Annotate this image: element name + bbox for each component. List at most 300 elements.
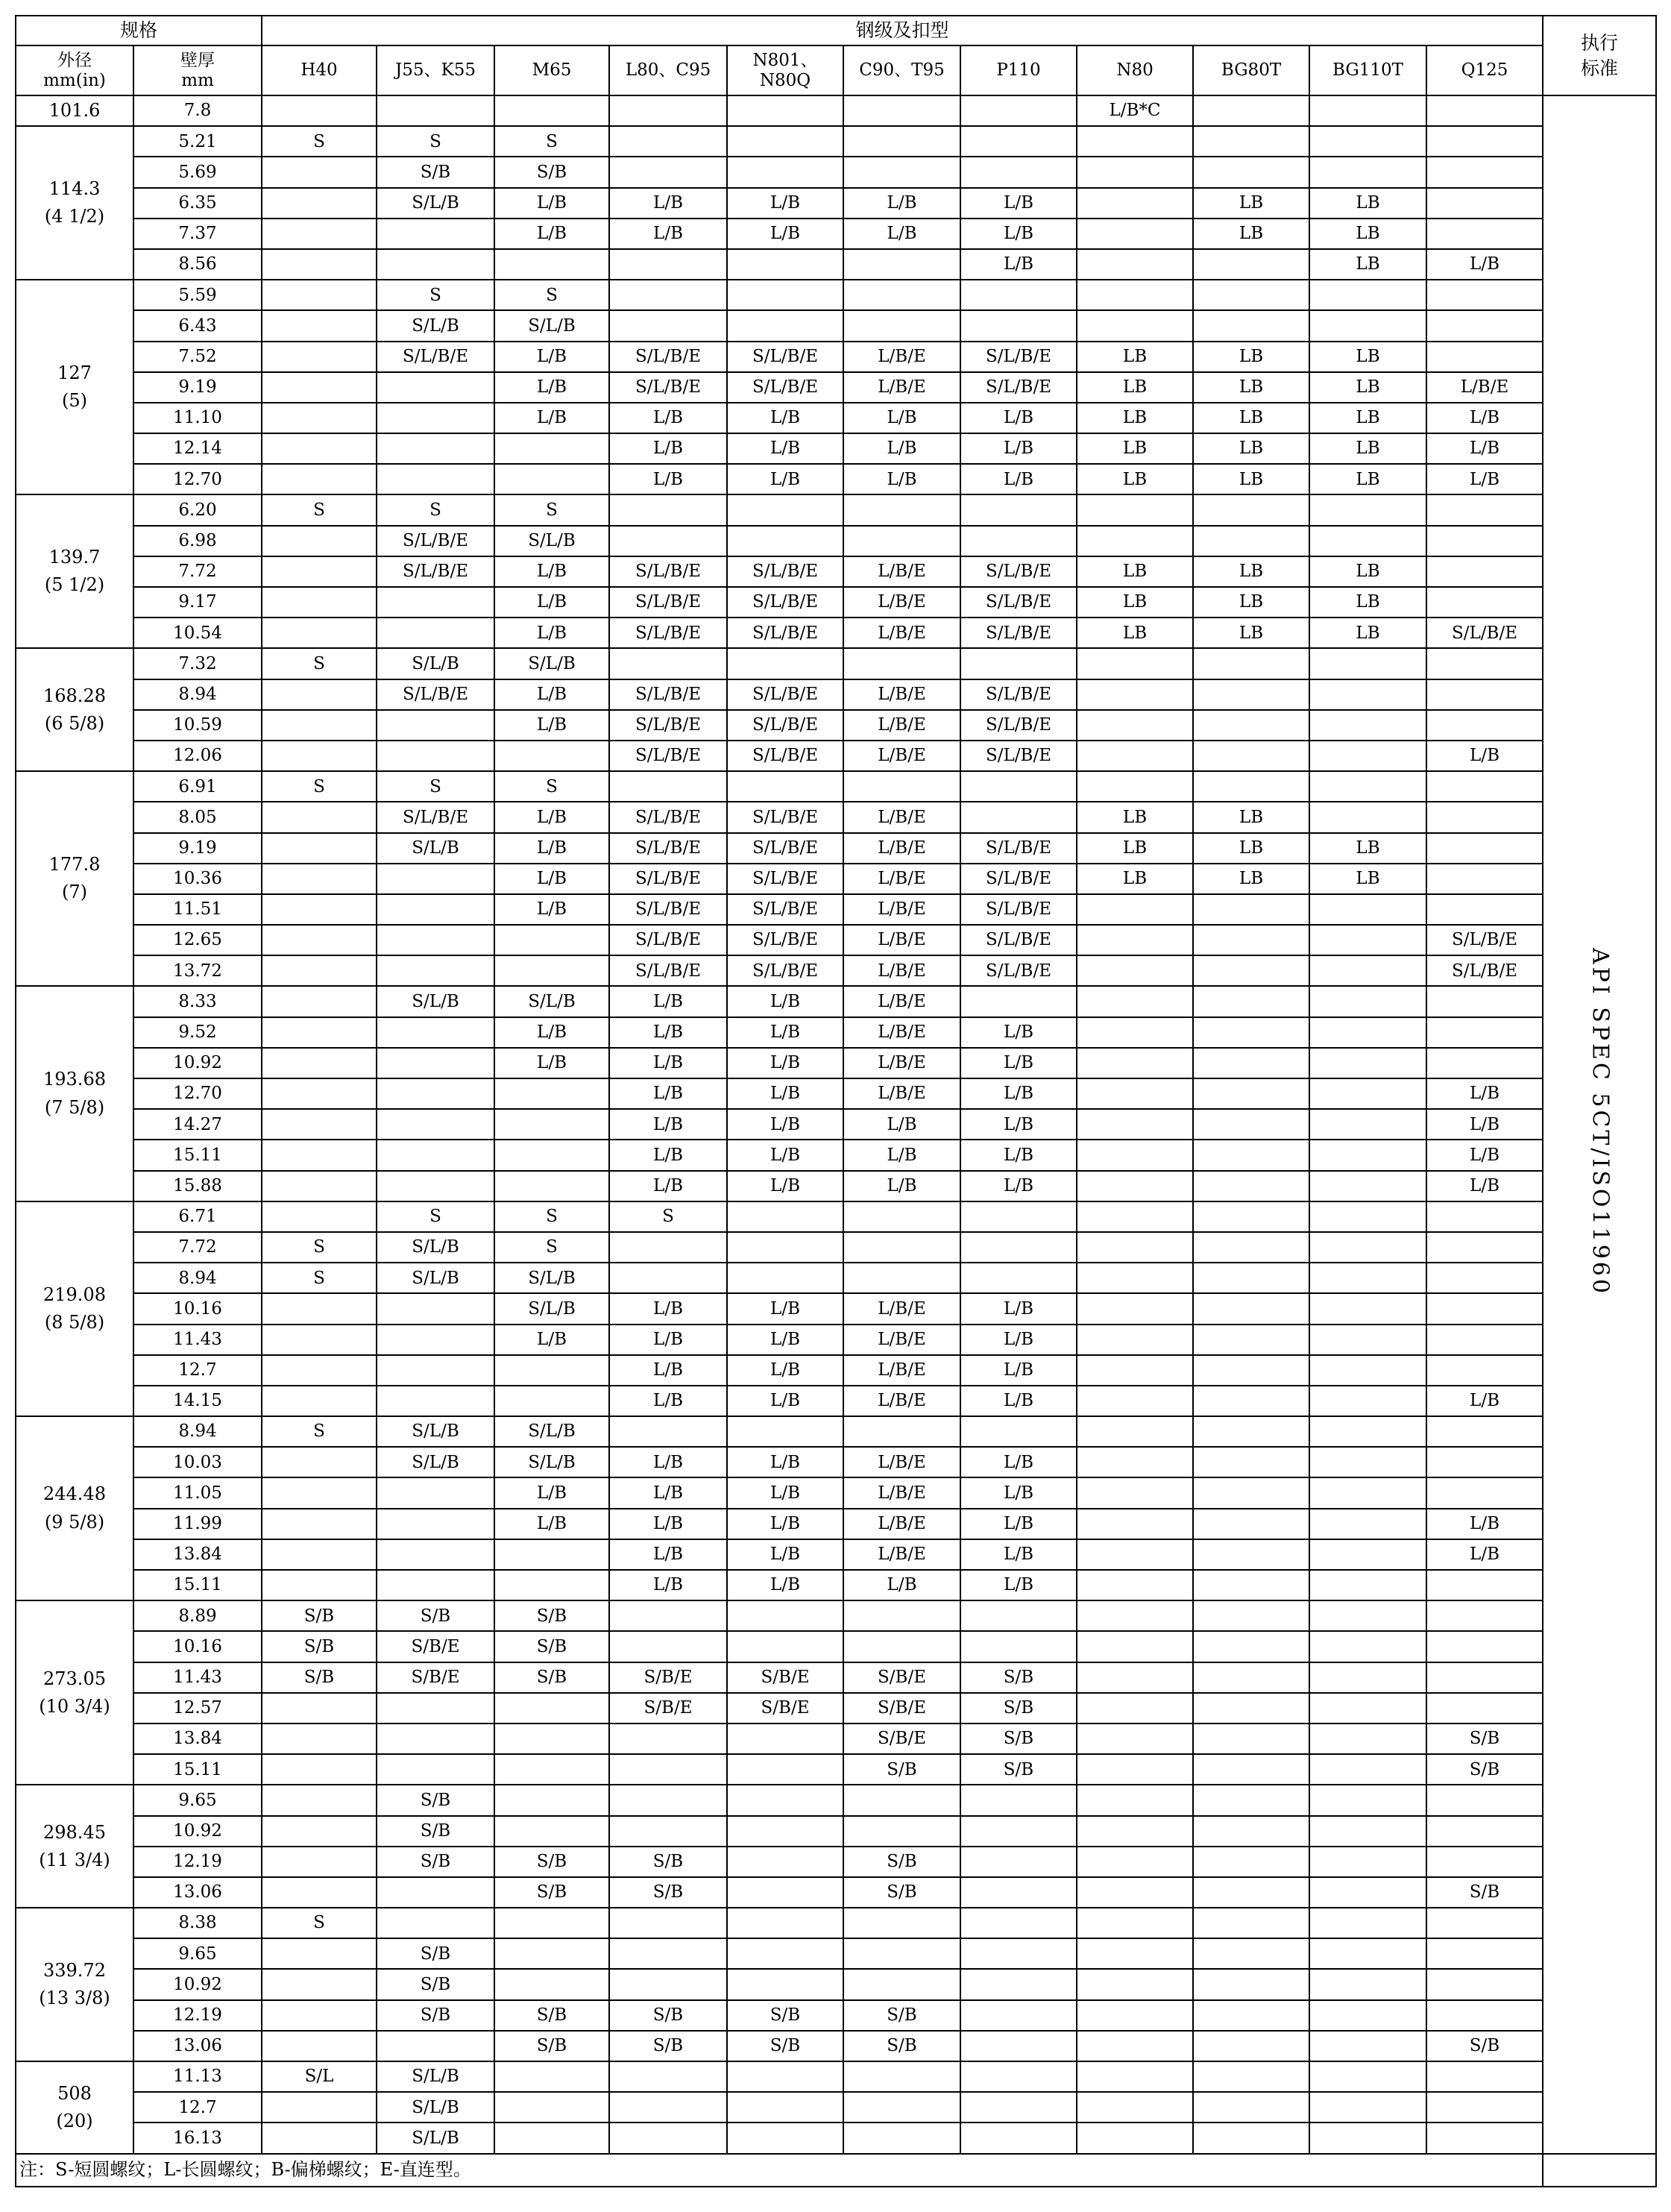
grade-cell: S/L/B/E xyxy=(609,864,727,894)
wt-cell: 9.19 xyxy=(133,372,262,403)
grade-cell xyxy=(727,157,843,187)
grade-cell: L/B/E xyxy=(843,1293,960,1324)
grade-cell: S/L/B/E xyxy=(960,925,1077,955)
grade-cell: L/B xyxy=(609,1355,727,1386)
grade-cell: S/L/B xyxy=(377,833,494,864)
grade-cell xyxy=(1193,2123,1309,2153)
grade-cell: L/B xyxy=(843,1570,960,1600)
grade-cell: S/L/B/E xyxy=(960,342,1077,372)
grade-cell xyxy=(262,802,377,832)
grade-cell xyxy=(262,433,377,464)
grade-cell: L/B xyxy=(609,219,727,249)
grade-cell: LB xyxy=(1077,833,1193,864)
grade-cell xyxy=(377,1386,494,1416)
grade-cell xyxy=(609,1754,727,1785)
grade-cell xyxy=(1309,771,1426,802)
grade-cell xyxy=(1077,310,1193,341)
grade-cell xyxy=(960,1232,1077,1263)
grade-cell xyxy=(960,648,1077,679)
grade-header: H40 xyxy=(262,45,377,95)
grade-cell: S/B xyxy=(843,1847,960,1877)
od-mm: 508 xyxy=(57,2082,92,2104)
grade-cell xyxy=(1193,310,1309,341)
grade-cell: S/L/B/E xyxy=(609,955,727,986)
grade-cell xyxy=(727,1785,843,1815)
grade-cell: L/B xyxy=(727,403,843,433)
grade-cell xyxy=(609,2061,727,2092)
grade-cell: S/L/B/E xyxy=(727,741,843,771)
grade-cell: S/L/B/E xyxy=(609,741,727,771)
grade-cell: S/L/B/E xyxy=(727,587,843,618)
wt-cell: 10.36 xyxy=(133,864,262,894)
grade-cell xyxy=(843,648,960,679)
grade-cell xyxy=(494,1785,609,1815)
grade-cell xyxy=(1193,1232,1309,1263)
grade-cell xyxy=(609,157,727,187)
wt-cell: 14.15 xyxy=(133,1386,262,1416)
grade-cell xyxy=(377,1877,494,1908)
grade-cell: S/L/B xyxy=(377,986,494,1017)
grade-cell xyxy=(727,2123,843,2153)
grade-cell xyxy=(1426,1232,1543,1263)
grade-cell xyxy=(262,1078,377,1109)
grade-cell: S/L/B/E xyxy=(1426,955,1543,986)
grade-cell: S xyxy=(262,494,377,525)
grade-cell xyxy=(1309,802,1426,832)
wt-cell: 8.38 xyxy=(133,1908,262,1938)
table-row xyxy=(16,1631,1656,1662)
od-inch: (20) xyxy=(56,2110,93,2131)
grade-cell: S/L/B/E xyxy=(609,618,727,648)
grade-header: J55、K55 xyxy=(377,45,494,95)
grade-cell: LB xyxy=(1077,556,1193,587)
grade-cell xyxy=(494,95,609,126)
grade-cell xyxy=(609,249,727,280)
wt-cell: 14.27 xyxy=(133,1109,262,1140)
grade-cell: L/B/E xyxy=(843,1539,960,1570)
grade-cell xyxy=(494,2123,609,2153)
grade-cell xyxy=(727,310,843,341)
grade-cell xyxy=(377,249,494,280)
grade-cell xyxy=(1077,925,1193,955)
grade-cell: L/B xyxy=(843,1171,960,1201)
table-row xyxy=(16,955,1656,986)
grade-cell xyxy=(1077,1232,1193,1263)
grade-cell: L/B xyxy=(494,679,609,710)
grade-cell xyxy=(262,1816,377,1847)
od-cell xyxy=(16,1908,133,2061)
grade-cell xyxy=(843,1263,960,1293)
grade-cell xyxy=(1426,2000,1543,2031)
wt-cell: 10.16 xyxy=(133,1293,262,1324)
grade-cell xyxy=(843,1201,960,1232)
grade-cell xyxy=(960,494,1077,525)
grade-cell xyxy=(262,986,377,1017)
grade-cell xyxy=(1426,1325,1543,1355)
wt-cell: 6.20 xyxy=(133,494,262,525)
grade-cell: L/B/E xyxy=(843,710,960,741)
table-row xyxy=(16,157,1656,187)
wt-cell: 12.7 xyxy=(133,1355,262,1386)
wt-cell: 12.19 xyxy=(133,1847,262,1877)
wt-cell: 7.52 xyxy=(133,342,262,372)
grade-cell xyxy=(1309,1662,1426,1693)
grade-cell xyxy=(262,2092,377,2123)
grade-cell xyxy=(609,1416,727,1447)
grade-cell xyxy=(1077,1785,1193,1815)
grade-cell xyxy=(262,1754,377,1785)
wt-cell: 10.92 xyxy=(133,1816,262,1847)
grade-cell xyxy=(1309,1539,1426,1570)
grade-cell xyxy=(494,1908,609,1938)
grade-cell: S xyxy=(609,1201,727,1232)
grade-cell: L/B xyxy=(1426,1539,1543,1570)
grade-cell xyxy=(262,1938,377,1969)
standard-cell xyxy=(1543,95,1656,2154)
grade-cell: L/B xyxy=(609,1570,727,1600)
od-mm: 339.72 xyxy=(43,1959,106,1981)
grade-cell: L/B/E xyxy=(843,986,960,1017)
grade-cell: L/B/E xyxy=(843,864,960,894)
grade-cell: S xyxy=(494,494,609,525)
grade-cell xyxy=(843,526,960,556)
wt-header xyxy=(133,45,262,95)
grade-cell: LB xyxy=(1193,587,1309,618)
grade-cell: S xyxy=(494,280,609,310)
spec-table-container xyxy=(15,15,1657,2187)
grade-cell: S/L/B/E xyxy=(609,556,727,587)
grade-cell: S/L/B xyxy=(377,1416,494,1447)
grade-cell xyxy=(1426,1908,1543,1938)
grade-cell xyxy=(1077,986,1193,1017)
table-row xyxy=(16,1355,1656,1386)
grade-cell xyxy=(960,310,1077,341)
grade-cell: L/B xyxy=(609,1325,727,1355)
od-label: 外径 xyxy=(57,51,92,71)
grade-cell xyxy=(1426,188,1543,219)
grade-cell xyxy=(1077,1724,1193,1754)
wt-cell: 15.11 xyxy=(133,1140,262,1170)
grade-cell xyxy=(1193,1416,1309,1447)
grade-cell: S/B/E xyxy=(609,1693,727,1724)
grade-cell xyxy=(843,2061,960,2092)
grade-cell: L/B xyxy=(1426,403,1543,433)
grade-cell: L/B xyxy=(843,433,960,464)
wt-cell: 13.72 xyxy=(133,955,262,986)
grade-cell: L/B xyxy=(494,1017,609,1048)
grade-cell: S/L/B xyxy=(377,1263,494,1293)
wt-cell: 8.33 xyxy=(133,986,262,1017)
grade-cell: LB xyxy=(1193,864,1309,894)
grade-cell xyxy=(1077,1201,1193,1232)
grade-cell xyxy=(1077,1109,1193,1140)
grade-cell: S/L/B/E xyxy=(960,679,1077,710)
grade-cell: L/B xyxy=(1426,1109,1543,1140)
grade-cell xyxy=(1426,1416,1543,1447)
grade-cell: S/B xyxy=(377,1785,494,1815)
od-mm: 127 xyxy=(57,362,92,384)
wt-cell: 7.37 xyxy=(133,219,262,249)
grade-cell xyxy=(1193,679,1309,710)
grade-cell xyxy=(262,556,377,587)
od-mm: 168.28 xyxy=(43,685,106,706)
grade-cell: L/B xyxy=(494,1509,609,1539)
grade-cell: L/B xyxy=(960,1325,1077,1355)
grade-cell xyxy=(843,1969,960,1999)
grade-cell xyxy=(1077,1570,1193,1600)
grade-cell xyxy=(960,280,1077,310)
grade-cell xyxy=(1193,249,1309,280)
grade-cell xyxy=(1426,710,1543,741)
od-unit: mm(in) xyxy=(43,70,106,90)
grade-cell: L/B xyxy=(960,1539,1077,1570)
grade-cell: L/B xyxy=(960,1509,1077,1539)
wt-cell: 8.56 xyxy=(133,249,262,280)
grade-cell xyxy=(609,1938,727,1969)
grade-cell: LB xyxy=(1077,403,1193,433)
grade-cell: L/B xyxy=(494,556,609,587)
grade-cell: L/B xyxy=(1426,433,1543,464)
grade-cell: L/B xyxy=(960,1078,1077,1109)
wt-cell: 6.71 xyxy=(133,1201,262,1232)
wt-cell: 10.92 xyxy=(133,1048,262,1078)
grade-cell: L/B xyxy=(960,1048,1077,1078)
grade-cell xyxy=(377,1355,494,1386)
grade-cell xyxy=(494,1816,609,1847)
wt-cell: 11.51 xyxy=(133,894,262,925)
grade-cell xyxy=(1309,1171,1426,1201)
grade-cell: LB xyxy=(1309,556,1426,587)
grade-cell xyxy=(960,771,1077,802)
grade-cell: L/B/E xyxy=(843,1509,960,1539)
table-row xyxy=(16,1969,1656,1999)
grade-cell xyxy=(1426,833,1543,864)
grade-cell xyxy=(377,1293,494,1324)
grade-cell: S/L/B xyxy=(377,648,494,679)
grade-cell: LB xyxy=(1193,833,1309,864)
grade-cell: S/B xyxy=(843,1754,960,1785)
grade-cell: L/B xyxy=(960,1109,1077,1140)
grade-cell xyxy=(609,526,727,556)
grade-cell: LB xyxy=(1309,372,1426,403)
table-row xyxy=(16,95,1656,126)
grade-cell xyxy=(262,2000,377,2031)
grade-cell xyxy=(377,741,494,771)
grade-cell xyxy=(1077,1355,1193,1386)
grade-cell xyxy=(1426,802,1543,832)
grade-cell xyxy=(1193,771,1309,802)
wt-cell: 5.69 xyxy=(133,157,262,187)
grade-cell xyxy=(1193,1263,1309,1293)
grade-cell: S/L/B xyxy=(494,986,609,1017)
grade-cell: L/B xyxy=(609,1171,727,1201)
grade-cell xyxy=(1426,1048,1543,1078)
od-cell xyxy=(16,2061,133,2154)
grade-cell: L/B xyxy=(494,342,609,372)
grade-cell: S/L/B/E xyxy=(377,802,494,832)
grade-cell: L/B xyxy=(494,188,609,219)
grade-cell: S/L/B/E xyxy=(960,587,1077,618)
grade-cell xyxy=(494,1693,609,1724)
grade-cell xyxy=(843,249,960,280)
grade-cell xyxy=(494,955,609,986)
grade-cell xyxy=(727,2092,843,2123)
grade-cell: LB xyxy=(1193,556,1309,587)
grade-cell xyxy=(377,1048,494,1078)
grade-cell xyxy=(1309,157,1426,187)
grade-cell xyxy=(1077,1631,1193,1662)
table-row xyxy=(16,679,1656,710)
grade-cell xyxy=(377,864,494,894)
grade-cell xyxy=(1077,1263,1193,1293)
grade-cell: S xyxy=(262,648,377,679)
grade-cell: L/B xyxy=(960,403,1077,433)
grade-cell: LB xyxy=(1309,219,1426,249)
wt-cell: 10.59 xyxy=(133,710,262,741)
grade-cell xyxy=(1309,1386,1426,1416)
table-row xyxy=(16,1171,1656,1201)
grade-cell xyxy=(377,433,494,464)
grade-cell xyxy=(494,925,609,955)
grade-cell: LB xyxy=(1309,833,1426,864)
grade-cell xyxy=(494,1078,609,1109)
grade-cell: LB xyxy=(1309,864,1426,894)
grade-cell xyxy=(262,219,377,249)
grade-cell: S xyxy=(262,126,377,157)
wt-cell: 6.35 xyxy=(133,188,262,219)
grade-cell xyxy=(494,1539,609,1570)
grade-cell xyxy=(1077,494,1193,525)
grade-cell xyxy=(1426,1600,1543,1631)
grade-cell: S/L/B xyxy=(494,648,609,679)
grade-cell: LB xyxy=(1077,464,1193,494)
grade-cell xyxy=(1077,2000,1193,2031)
grade-cell xyxy=(1193,741,1309,771)
grade-cell xyxy=(960,2000,1077,2031)
grade-cell xyxy=(262,1201,377,1232)
grade-cell: S/L/B xyxy=(494,1416,609,1447)
grade-cell xyxy=(1309,1908,1426,1938)
table-row xyxy=(16,1724,1656,1754)
grade-cell: L/B xyxy=(960,1355,1077,1386)
od-cell xyxy=(16,1416,133,1600)
grade-cell: S/L/B xyxy=(494,526,609,556)
grade-cell: S/L/B/E xyxy=(727,618,843,648)
grade-cell xyxy=(843,2123,960,2153)
grade-cell xyxy=(1193,1570,1309,1600)
grade-cell xyxy=(609,280,727,310)
grade-cell xyxy=(1309,1570,1426,1600)
grade-cell xyxy=(262,2123,377,2153)
grade-cell xyxy=(727,2061,843,2092)
grade-cell xyxy=(1426,1293,1543,1324)
grade-cell xyxy=(494,249,609,280)
grade-cell xyxy=(1309,679,1426,710)
grade-cell: L/B xyxy=(494,372,609,403)
grade-cell xyxy=(1426,280,1543,310)
grade-cell xyxy=(1309,1140,1426,1170)
od-inch: (6 5/8) xyxy=(44,712,105,734)
grade-cell xyxy=(1077,1048,1193,1078)
od-inch: (11 3/4) xyxy=(39,1849,110,1870)
grade-cell xyxy=(1426,157,1543,187)
grade-cell xyxy=(1077,955,1193,986)
grade-cell xyxy=(262,1447,377,1477)
grade-cell xyxy=(1309,1785,1426,1815)
grade-cell xyxy=(377,1078,494,1109)
wt-cell: 12.70 xyxy=(133,1078,262,1109)
grade-cell xyxy=(609,1600,727,1631)
grade-cell xyxy=(609,95,727,126)
table-row xyxy=(16,771,1656,802)
grade-cell: L/B/E xyxy=(843,1048,960,1078)
table-row xyxy=(16,618,1656,648)
grade-cell xyxy=(1426,1201,1543,1232)
grade-cell: L/B xyxy=(843,1140,960,1170)
grade-cell: LB xyxy=(1309,433,1426,464)
grade-cell: LB xyxy=(1193,188,1309,219)
grade-cell xyxy=(1077,1539,1193,1570)
wt-cell: 9.52 xyxy=(133,1017,262,1048)
grade-cell xyxy=(1426,219,1543,249)
grade-cell xyxy=(960,1785,1077,1815)
grade-cell: L/B xyxy=(727,1140,843,1170)
grade-cell: L/B xyxy=(1426,741,1543,771)
grade-cell xyxy=(960,1201,1077,1232)
grade-cell: S/L/B/E xyxy=(609,802,727,832)
grade-cell xyxy=(727,1908,843,1938)
grade-cell xyxy=(1426,2123,1543,2153)
grade-cell xyxy=(494,1386,609,1416)
table-row xyxy=(16,342,1656,372)
grade-cell xyxy=(727,280,843,310)
grade-cell xyxy=(262,188,377,219)
grade-cell xyxy=(1077,2031,1193,2061)
od-cell xyxy=(16,648,133,771)
grade-header: M65 xyxy=(494,45,609,95)
grade-cell: S/B/E xyxy=(377,1631,494,1662)
grade-cell: L/B xyxy=(1426,1171,1543,1201)
grade-cell: S/B xyxy=(262,1600,377,1631)
grade-cell xyxy=(262,526,377,556)
od-cell xyxy=(16,1201,133,1416)
grade-cell xyxy=(494,433,609,464)
grade-cell xyxy=(1077,157,1193,187)
grade-cell xyxy=(377,1570,494,1600)
grade-cell xyxy=(262,280,377,310)
wt-cell: 8.94 xyxy=(133,1416,262,1447)
grade-cell xyxy=(1077,1969,1193,1999)
wt-cell: 11.10 xyxy=(133,403,262,433)
wt-cell: 12.7 xyxy=(133,2092,262,2123)
grade-cell: L/B xyxy=(960,1171,1077,1201)
grade-cell: S/B xyxy=(843,2031,960,2061)
grade-cell: L/B xyxy=(843,464,960,494)
od-mm: 244.48 xyxy=(43,1483,106,1505)
thread-note: 注：S-短圆螺纹；L-长圆螺纹；B-偏梯螺纹；E-直连型。 xyxy=(16,2154,1543,2187)
grade-cell xyxy=(960,1816,1077,1847)
grade-cell: LB xyxy=(1193,618,1309,648)
grade-cell xyxy=(1426,864,1543,894)
grade-cell xyxy=(1193,1201,1309,1232)
grade-cell xyxy=(843,1600,960,1631)
grade-cell: S/B xyxy=(494,2031,609,2061)
grade-cell xyxy=(609,1724,727,1754)
grade-cell: S xyxy=(262,1232,377,1263)
grade-cell xyxy=(960,2061,1077,2092)
grade-cell xyxy=(960,1877,1077,1908)
grade-cell: L/B/E xyxy=(1426,372,1543,403)
